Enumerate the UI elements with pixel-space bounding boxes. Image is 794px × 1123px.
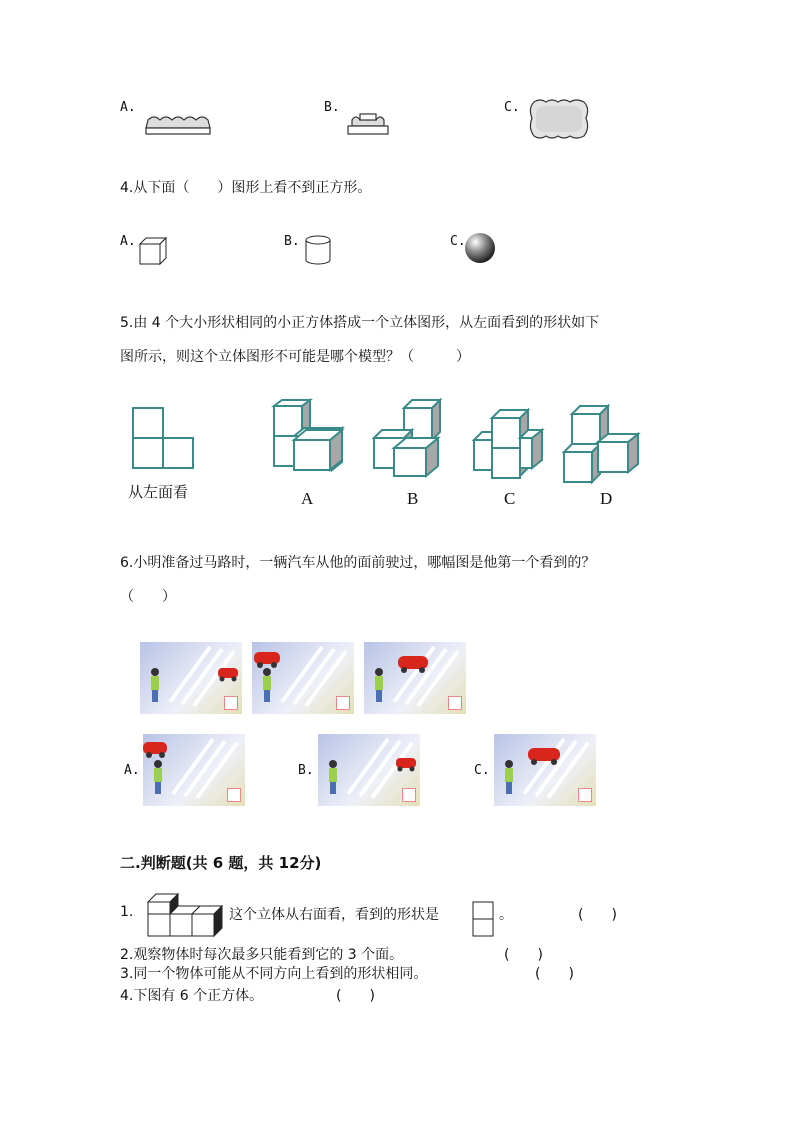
cube-icon bbox=[138, 236, 168, 266]
q3-option-c-label: C. bbox=[504, 100, 520, 115]
q3-option-c-image bbox=[526, 98, 592, 140]
model-c-label: C bbox=[504, 489, 516, 508]
model-d-label: D bbox=[600, 489, 613, 508]
q3-option-a-image bbox=[144, 112, 214, 138]
q6-option-c-label: C. bbox=[474, 763, 490, 778]
q4-option-c-label: C. bbox=[450, 234, 466, 249]
scene-option-b bbox=[318, 734, 420, 806]
judge-2-text: 2.观察物体时每次最多只能看到它的 3 个面。 bbox=[120, 947, 404, 963]
model-b-figure bbox=[372, 398, 448, 478]
scene-top-2 bbox=[252, 642, 354, 714]
judge-1-tail: 。 bbox=[499, 907, 513, 923]
scene-option-b-checkbox[interactable] bbox=[402, 788, 416, 802]
cylinder-icon bbox=[304, 234, 334, 268]
scene-top-3-checkbox[interactable] bbox=[448, 696, 462, 710]
judge-3-answer-paren[interactable]: ( ) bbox=[535, 966, 574, 982]
section2-title: 二.判断题(共 6 题，共 12分) bbox=[120, 854, 322, 872]
q4-question: 4.从下面（ ）图形上看不到正方形。 bbox=[120, 180, 372, 196]
left-view-caption: 从左面看 bbox=[128, 485, 189, 501]
judge-4-answer-paren[interactable]: ( ) bbox=[336, 988, 375, 1004]
judge-1-answer-paren[interactable]: ( ) bbox=[578, 907, 617, 923]
scene-top-2-checkbox[interactable] bbox=[336, 696, 350, 710]
scene-top-1-checkbox[interactable] bbox=[224, 696, 238, 710]
judge-3-text: 3.同一个物体可能从不同方向上看到的形状相同。 bbox=[120, 966, 428, 982]
q3-option-b-image bbox=[346, 110, 390, 136]
judge-1-solid-figure bbox=[146, 892, 226, 936]
q4-option-b-label: B. bbox=[284, 234, 300, 249]
judge-4-text: 4.下图有 6 个正方体。 bbox=[120, 988, 264, 1004]
q4-option-a-label: A. bbox=[120, 234, 136, 249]
model-a-figure bbox=[272, 398, 348, 474]
q5-question-line1: 5.由 4 个大小形状相同的小正方体搭成一个立体图形，从左面看到的形状如下 bbox=[120, 315, 600, 331]
scene-option-c bbox=[494, 734, 596, 806]
scene-option-c-checkbox[interactable] bbox=[578, 788, 592, 802]
q6-question-line2: （ ） bbox=[120, 589, 176, 605]
judge-2-answer-paren[interactable]: ( ) bbox=[504, 947, 543, 963]
scene-option-a-checkbox[interactable] bbox=[227, 788, 241, 802]
model-a-label: A bbox=[301, 489, 314, 508]
left-view-figure bbox=[132, 406, 196, 470]
scene-top-1 bbox=[140, 642, 242, 714]
model-c-figure bbox=[472, 406, 548, 486]
judge-1-text: 这个立体从右面看，看到的形状是 bbox=[229, 907, 439, 923]
q3-option-b-label: B. bbox=[324, 100, 340, 115]
judge-1-answer-shape bbox=[472, 901, 494, 937]
scene-top-3 bbox=[364, 642, 466, 714]
scene-option-a bbox=[143, 734, 245, 806]
q3-option-a-label: A. bbox=[120, 100, 136, 115]
q6-option-b-label: B. bbox=[298, 763, 314, 778]
q5-question-line2: 图所示，则这个立体图形不可能是哪个模型？（ ） bbox=[120, 349, 470, 365]
model-b-label: B bbox=[407, 489, 419, 508]
q6-question-line1: 6.小明准备过马路时，一辆汽车从他的面前驶过，哪幅图是他第一个看到的？ bbox=[120, 555, 596, 571]
judge-1-number: 1. bbox=[120, 904, 134, 920]
sphere-icon bbox=[464, 232, 498, 266]
model-d-figure bbox=[562, 404, 642, 484]
q6-option-a-label: A. bbox=[124, 763, 140, 778]
